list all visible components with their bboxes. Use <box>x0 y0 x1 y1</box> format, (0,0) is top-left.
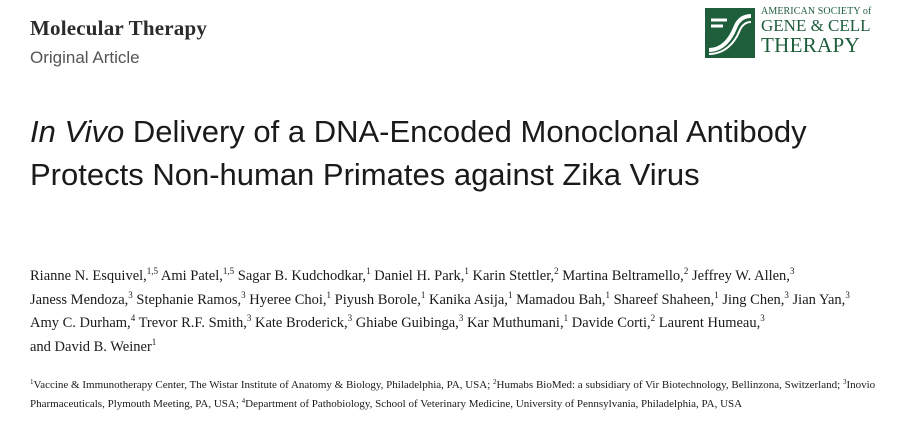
author-affiliation-ref: 3 <box>246 313 252 323</box>
author[interactable] <box>516 289 610 308</box>
author-name: Ghiabe Guibinga, <box>355 315 459 331</box>
asgct-logo-mark-icon <box>705 8 755 58</box>
journal-name: Molecular Therapy <box>30 16 208 40</box>
author-name: Janess Mendoza, <box>30 291 129 308</box>
author-name: Ami Patel, <box>160 268 223 284</box>
asgct-logo[interactable] <box>705 6 895 58</box>
author-affiliation-ref: 1 <box>326 289 332 300</box>
author-affiliation-ref: 3 <box>128 289 133 300</box>
author[interactable] <box>374 268 469 284</box>
author-name: Amy C. Durham, <box>30 315 131 331</box>
author[interactable] <box>30 289 133 308</box>
author[interactable] <box>334 289 426 308</box>
author[interactable] <box>161 268 234 284</box>
author[interactable] <box>139 315 252 331</box>
article-title-rest: Delivery of a DNA-Encoded Monoclonal Antibody Protects Non-human Primates against Zika Virus <box>30 114 807 192</box>
author-affiliation-ref: 1 <box>507 289 513 300</box>
article-title-italic: In Vivo <box>30 114 125 149</box>
author[interactable] <box>136 289 246 308</box>
author-affiliation-ref: 1 <box>420 289 426 300</box>
author-name: Jing Chen, <box>722 291 785 308</box>
logo-line-gene-cell: GENE & CELL <box>761 16 871 35</box>
author[interactable] <box>792 289 850 308</box>
affiliation-number: 4 <box>241 397 246 405</box>
author[interactable] <box>255 315 352 331</box>
author-name: Mamadou Bah, <box>516 291 606 308</box>
author-affiliation-ref: 3 <box>784 289 789 300</box>
author-name: Laurent Humeau, <box>658 315 761 331</box>
author-name: Shareef Shaheen, <box>613 291 715 308</box>
article-type: Original Article <box>30 48 140 67</box>
author-name: Sagar B. Kudchodkar, <box>237 268 367 284</box>
author-name: and David B. Weiner <box>30 338 152 355</box>
author[interactable] <box>722 289 789 308</box>
author-name: Karin Stettler, <box>472 268 555 284</box>
author[interactable] <box>467 315 568 331</box>
author-name: Stephanie Ramos, <box>136 291 242 308</box>
author-affiliation-ref: 3 <box>347 313 353 323</box>
author-affiliation-ref: 3 <box>458 313 464 323</box>
author[interactable] <box>30 315 135 331</box>
logo-line-society: AMERICAN SOCIETY of <box>761 6 872 17</box>
author-affiliation-ref: 2 <box>650 313 656 323</box>
author[interactable] <box>238 268 371 284</box>
author-name: Martina Beltramello, <box>562 268 684 284</box>
author-name: Daniel H. Park, <box>374 268 465 284</box>
affiliation-text: Vaccine & Immunotherapy Center, The Wistar Institute of Anatomy & Biology, Philadelphia, PA, USA; <box>33 379 494 391</box>
author-name: Piyush Borole, <box>334 291 421 308</box>
author[interactable] <box>562 268 688 284</box>
author[interactable] <box>429 289 513 308</box>
author-affiliation-ref: 4 <box>130 313 136 323</box>
author-list <box>30 265 880 359</box>
author-affiliation-ref: 1 <box>464 266 469 276</box>
author[interactable] <box>473 268 559 284</box>
author[interactable] <box>659 315 765 331</box>
author-name: Kar Muthumani, <box>466 315 564 331</box>
author-name: Kate Broderick, <box>254 315 348 331</box>
affiliation-number: 2 <box>493 378 497 386</box>
affiliation-number: 3 <box>842 378 847 386</box>
article-title <box>30 110 870 196</box>
author-affiliation-ref: 1 <box>563 313 569 323</box>
author-name: Trevor R.F. Smith, <box>138 315 247 331</box>
affiliation-text: Humabs BioMed: a subsidiary of Vir Biotechnology, Bellinzona, Switzerland; <box>496 379 843 391</box>
author[interactable] <box>356 315 464 331</box>
author-affiliation-ref: 1 <box>151 336 157 347</box>
author[interactable] <box>692 268 795 284</box>
affiliation-text: Inovio Pharmaceuticals, Plymouth Meeting, PA, USA; <box>30 379 876 410</box>
author-affiliation-ref: 3 <box>760 313 765 323</box>
author-affiliation-ref: 2 <box>683 266 689 276</box>
affiliation-number: 1 <box>30 378 34 386</box>
author-name: Jeffrey W. Allen, <box>691 268 790 284</box>
logo-line-therapy: THERAPY <box>761 33 860 57</box>
author-name: Kanika Asija, <box>429 291 508 308</box>
author-affiliation-ref: 2 <box>554 266 559 276</box>
author[interactable] <box>613 289 719 308</box>
author-name: Rianne N. Esquivel, <box>30 268 147 284</box>
author-affiliation-ref: 3 <box>241 289 246 300</box>
affiliation-text: Department of Pathobiology, School of Veterinary Medicine, University of Pennsylvania, Philadelphia, PA, USA <box>245 398 743 410</box>
logo-text <box>761 6 871 56</box>
author-name: Davide Corti, <box>571 315 651 331</box>
author-affiliation-ref: 1 <box>366 266 371 276</box>
author[interactable] <box>572 315 655 331</box>
author[interactable] <box>30 268 158 284</box>
author-name: Jian Yan, <box>792 291 846 308</box>
author[interactable] <box>30 336 157 355</box>
author-affiliation-ref: 3 <box>789 266 795 276</box>
author[interactable] <box>249 289 332 308</box>
affiliation-list <box>30 376 880 414</box>
author-affiliation-ref: 1,5 <box>222 266 235 276</box>
author-name: Hyeree Choi, <box>249 291 327 308</box>
author-affiliation-ref: 3 <box>845 289 850 300</box>
author-affiliation-ref: 1 <box>605 289 610 300</box>
author-affiliation-ref: 1 <box>714 289 719 300</box>
author-affiliation-ref: 1,5 <box>146 266 159 276</box>
